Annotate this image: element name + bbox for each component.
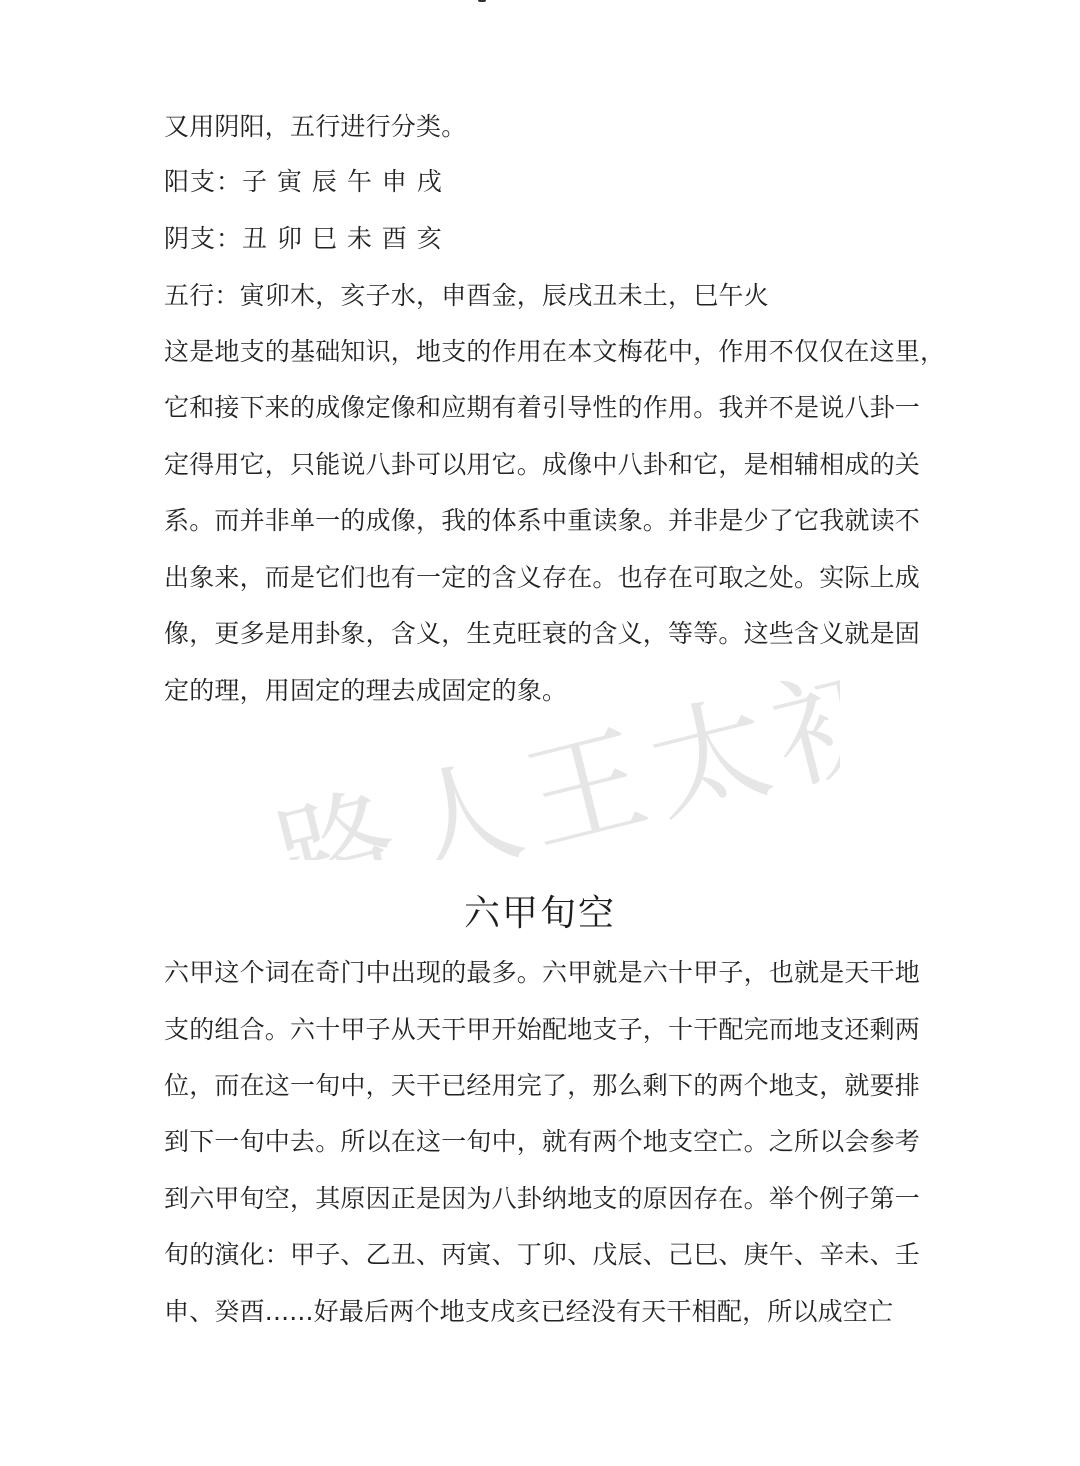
- watermark-graphic: [240, 640, 840, 860]
- section2-line-2: 支的组合。六十甲子从天干甲开始配地支子，十干配完而地支还剩两: [164, 1015, 921, 1044]
- paragraph-line-8: 系。而并非单一的成像，我的体系中重读象。并非是少了它我就读不: [164, 506, 921, 535]
- yin-branches-line: 阴支：丑 卯 巳 未 酉 亥: [164, 224, 443, 253]
- paragraph-line-10: 像，更多是用卦象，含义，生克旺衰的含义，等等。这些含义就是固: [164, 619, 921, 648]
- section2-line-7: 申、癸酉......好最后两个地支戌亥已经没有天干相配，所以成空亡: [164, 1297, 894, 1326]
- watermark: [240, 640, 840, 860]
- cut-off-glyph-fragment: [478, 0, 486, 2]
- paragraph-line-5: 这是地支的基础知识，地支的作用在本文梅花中，作用不仅仅在这里，: [164, 337, 946, 366]
- section2-line-4: 到下一旬中去。所以在这一旬中，就有两个地支空亡。之所以会参考: [164, 1127, 921, 1156]
- section2-line-1: 六甲这个词在奇门中出现的最多。六甲就是六十甲子，也就是天干地: [164, 958, 921, 987]
- paragraph-line-11: 定的理，用固定的理去成固定的象。: [164, 676, 568, 705]
- section-heading: 六甲旬空: [463, 893, 616, 934]
- yang-branches-line: 阳支：子 寅 辰 午 申 戌: [164, 167, 443, 196]
- five-elements-line: 五行：寅卯木，亥子水，申酉金，辰戌丑未土，巳午火: [164, 281, 769, 310]
- paragraph-line-1: 又用阴阳，五行进行分类。: [164, 112, 467, 141]
- section2-line-6: 旬的演化：甲子、乙丑、丙寅、丁卯、戊辰、己巳、庚午、辛未、壬: [164, 1240, 921, 1269]
- paragraph-line-9: 出象来，而是它们也有一定的含义存在。也存在可取之处。实际上成: [164, 563, 921, 592]
- section2-line-5: 到六甲旬空，其原因正是因为八卦纳地支的原因存在。举个例子第一: [164, 1184, 921, 1213]
- paragraph-line-6: 它和接下来的成像定像和应期有着引导性的作用。我并不是说八卦一: [164, 393, 921, 422]
- watermark-text: 路人王太初: [263, 643, 840, 860]
- paragraph-line-7: 定得用它，只能说八卦可以用它。成像中八卦和它，是相辅相成的关: [164, 450, 921, 479]
- section2-line-3: 位，而在这一旬中，天干已经用完了，那么剩下的两个地支，就要排: [164, 1071, 921, 1100]
